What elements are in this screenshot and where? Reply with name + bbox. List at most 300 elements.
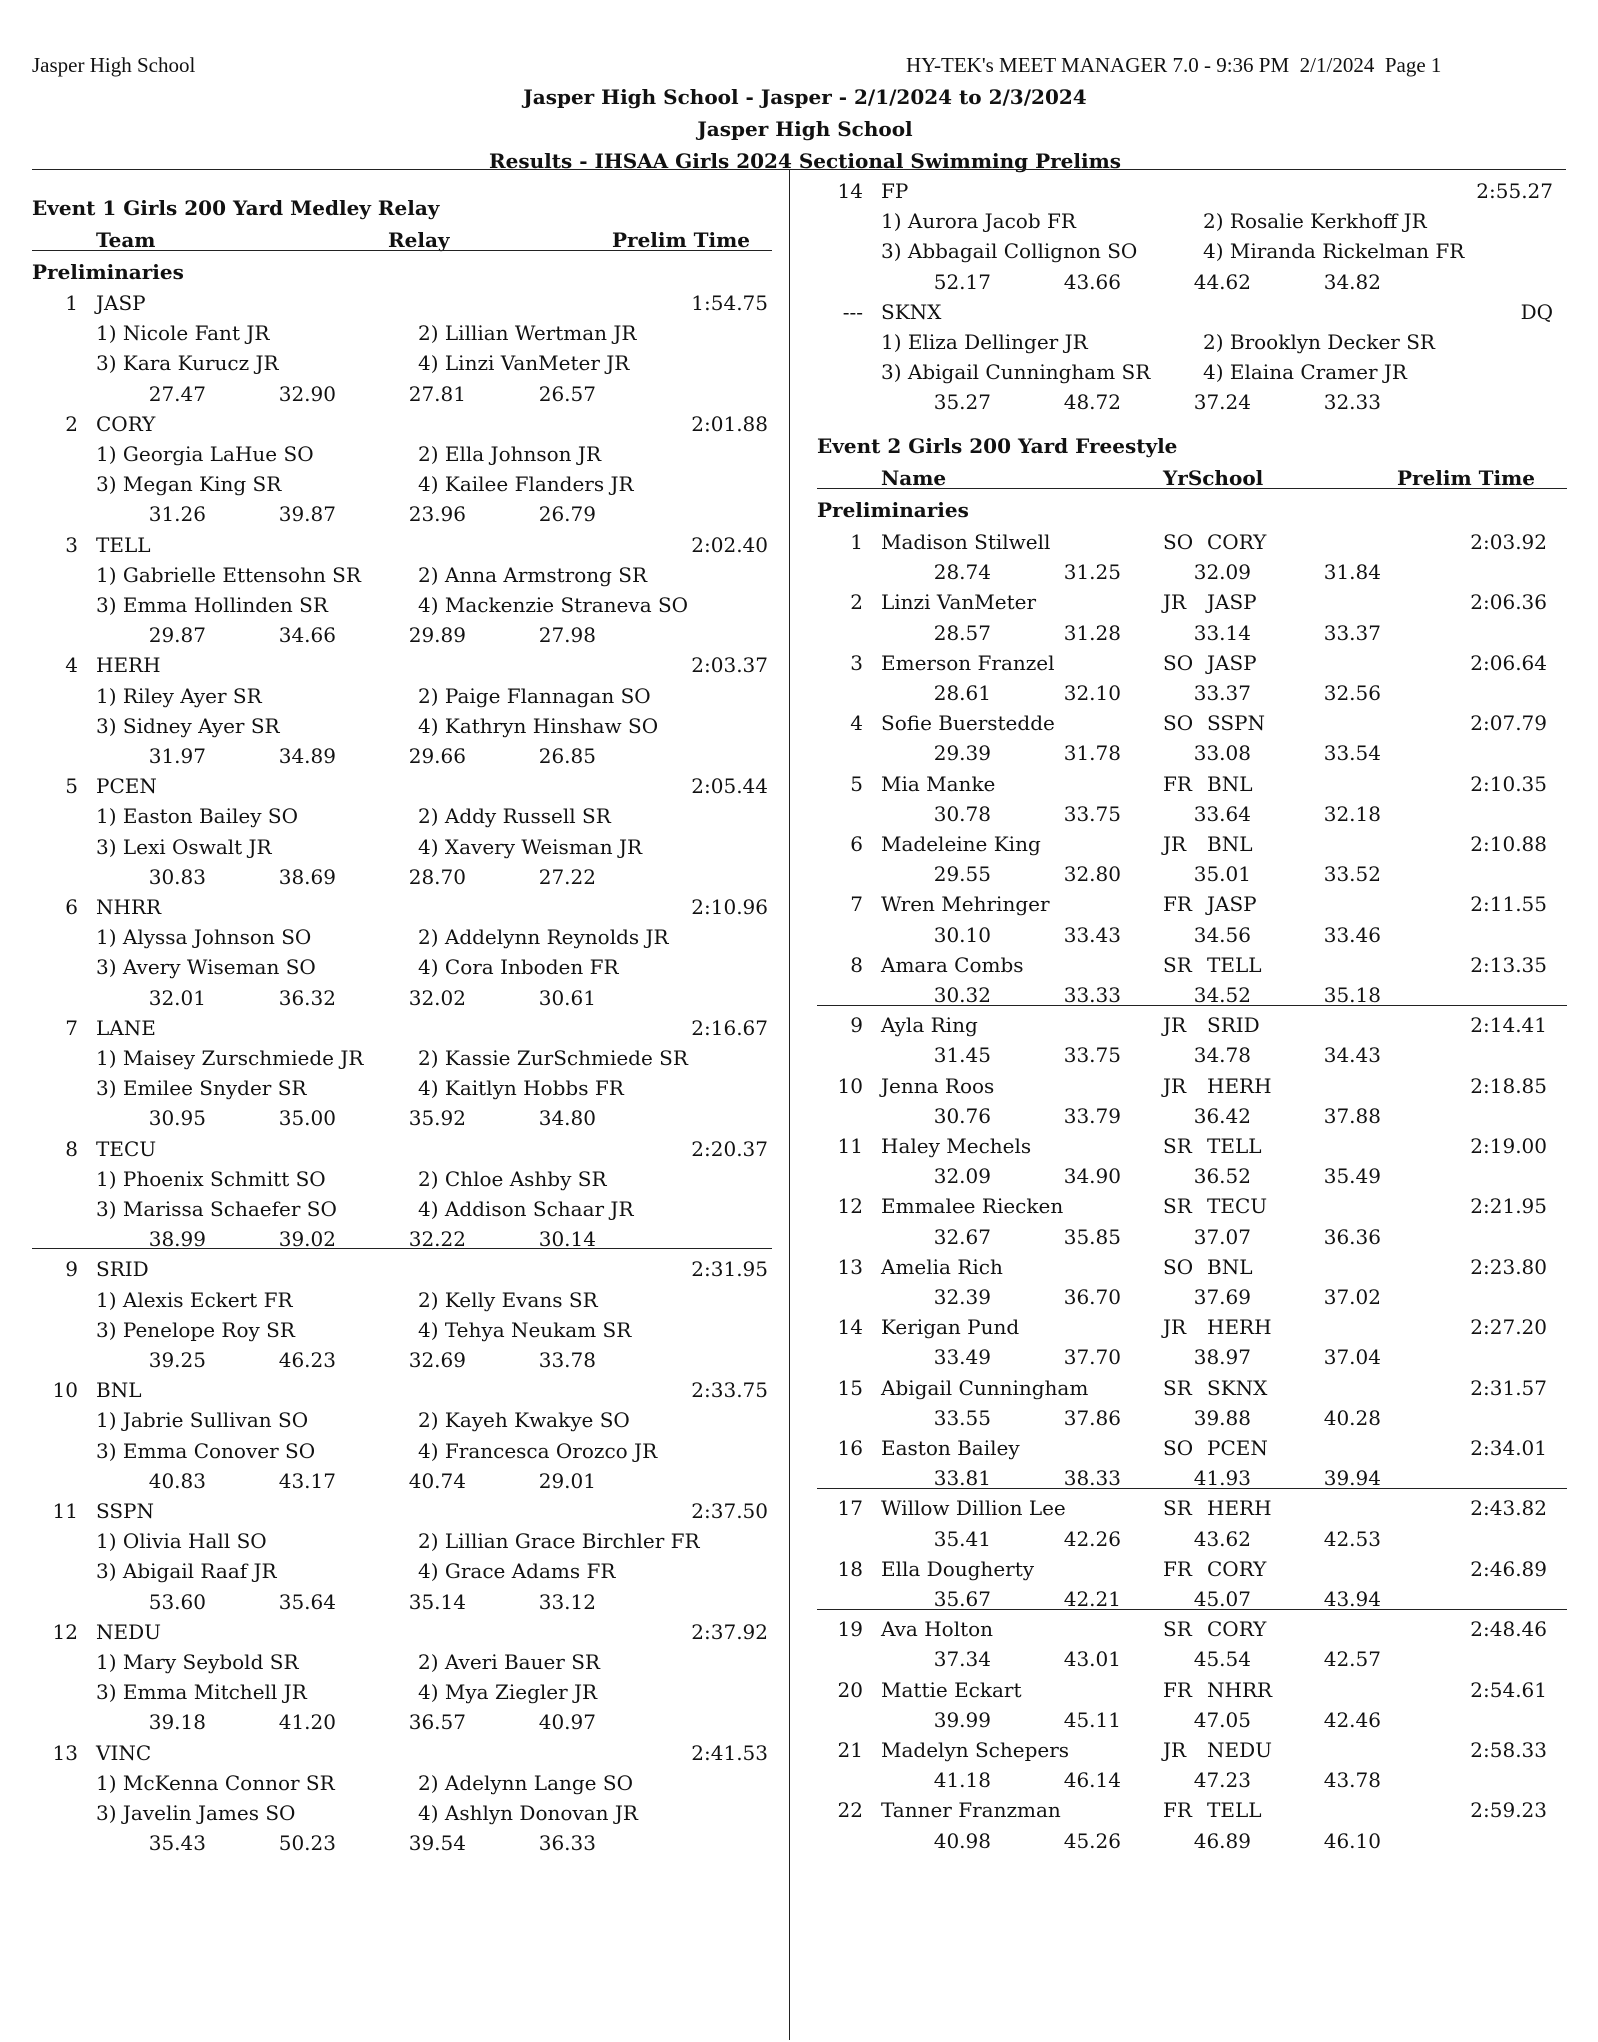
relay-splits-row — [32, 1707, 772, 1737]
relay-split: 39.54 — [408, 1831, 466, 1856]
swimmer-split: 33.75 — [1063, 1043, 1121, 1068]
swimmer-name: Emmalee Riecken — [881, 1194, 1064, 1219]
relay-team-row — [32, 1254, 772, 1284]
swimmer-split: 42.26 — [1063, 1526, 1121, 1551]
relay-team-row — [32, 1013, 772, 1043]
relay-split: 39.87 — [278, 502, 336, 527]
swimmer-split: 33.46 — [1323, 922, 1381, 947]
relay-team-row — [32, 1617, 772, 1647]
relay-swimmer: 1) Gabrielle Ettensohn SR — [96, 562, 361, 587]
relay-place: 2 — [65, 411, 78, 436]
swimmer-place: 4 — [850, 711, 863, 736]
swimmer-time: 2:23.80 — [1470, 1254, 1547, 1279]
swimmer-split: 29.55 — [933, 862, 991, 887]
relay-splits-row — [32, 741, 772, 771]
relay-split: 53.60 — [148, 1589, 206, 1614]
relay-swimmers-row — [32, 469, 772, 499]
relay-split: 43.66 — [1063, 269, 1121, 294]
col-team-header: Team — [96, 228, 156, 252]
swimmer-name: Kerigan Pund — [881, 1315, 1020, 1340]
relay-swimmer: 1) Olivia Hall SO — [96, 1529, 267, 1554]
relay-swimmer: 4) Kaitlyn Hobbs FR — [418, 1076, 624, 1101]
relay-team-row — [32, 892, 772, 922]
relay-splits-row — [32, 620, 772, 650]
swimmer-split: 31.28 — [1063, 620, 1121, 645]
swimmer-splits-row — [817, 1282, 1567, 1312]
swimmer-splits-row — [817, 1342, 1567, 1372]
relay-swimmer: 4) Miranda Rickelman FR — [1203, 239, 1465, 264]
relay-split: 35.43 — [148, 1831, 206, 1856]
swimmer-place: 14 — [837, 1315, 863, 1340]
meet-host: Jasper High School — [697, 117, 913, 141]
swimmer-year: JR — [1163, 1073, 1187, 1098]
swimmer-row — [817, 1131, 1567, 1161]
swimmer-year: SR — [1163, 1375, 1192, 1400]
relay-swimmer: 4) Tehya Neukam SR — [418, 1317, 632, 1342]
swimmer-split: 32.18 — [1323, 801, 1381, 826]
swimmer-school: HERH — [1207, 1315, 1272, 1340]
column-divider — [789, 170, 790, 2040]
swimmer-year: SO — [1163, 530, 1194, 554]
relay-swimmer: 2) Averi Bauer SR — [418, 1650, 600, 1674]
relay-time: 2:55.27 — [1476, 179, 1553, 203]
swimmer-split: 28.74 — [933, 560, 991, 585]
relay-split: 46.23 — [278, 1348, 336, 1372]
relay-place: 7 — [65, 1015, 78, 1040]
swimmer-name: Haley Mechels — [881, 1134, 1032, 1158]
swimmer-split: 30.32 — [933, 983, 991, 1007]
swimmer-place: 21 — [837, 1738, 863, 1762]
swimmer-split: 39.88 — [1193, 1405, 1251, 1430]
relay-time: 2:02.40 — [691, 532, 768, 557]
swimmer-split: 43.62 — [1193, 1526, 1251, 1551]
swimmer-year: FR — [1163, 1556, 1192, 1581]
swimmer-school: BNL — [1207, 771, 1253, 796]
swimmer-split: 38.97 — [1193, 1345, 1251, 1370]
relay-split: 30.95 — [148, 1106, 206, 1131]
swimmer-year: SR — [1163, 1134, 1192, 1158]
relay-split: 43.17 — [278, 1468, 336, 1493]
swimmer-split: 34.78 — [1193, 1043, 1251, 1068]
swimmer-place: 12 — [837, 1194, 863, 1219]
relay-split: 27.22 — [538, 864, 596, 889]
swimmer-splits-row — [817, 1101, 1567, 1131]
swimmer-split: 37.04 — [1323, 1345, 1381, 1370]
swimmer-time: 2:19.00 — [1470, 1134, 1547, 1158]
relay-place: 1 — [65, 291, 78, 315]
relay-swimmer: 4) Addison Schaar JR — [418, 1197, 634, 1221]
relay-time: 2:37.50 — [691, 1499, 768, 1523]
swimmer-year: SO — [1163, 1254, 1194, 1279]
swimmer-place: 18 — [837, 1556, 863, 1581]
relay-swimmer: 3) Avery Wiseman SO — [96, 955, 316, 980]
swimmer-splits-row — [817, 1524, 1567, 1554]
relay-swimmers-row — [32, 1073, 772, 1103]
relay-place: 13 — [52, 1740, 78, 1765]
relay-swimmer: 1) Phoenix Schmitt SO — [96, 1166, 326, 1191]
relay-split: 36.57 — [408, 1710, 466, 1735]
relay-split: 26.79 — [538, 502, 596, 527]
swimmer-name: Madison Stilwell — [881, 530, 1051, 554]
swimmer-row — [817, 1554, 1567, 1584]
relay-splits-row — [32, 379, 772, 409]
relay-splits-row — [32, 862, 772, 892]
swimmer-row — [817, 1433, 1567, 1463]
relay-team: CORY — [96, 411, 156, 436]
swimmer-split: 36.52 — [1193, 1164, 1251, 1189]
relay-split: 30.83 — [148, 864, 206, 889]
relay-swimmer: 1) Easton Bailey SO — [96, 804, 298, 829]
swimmer-split: 37.69 — [1193, 1285, 1251, 1309]
relay-team-row — [32, 771, 772, 801]
swimmer-school: HERH — [1207, 1496, 1272, 1521]
swimmer-school: HERH — [1207, 1073, 1272, 1098]
relay-team-row — [32, 1738, 772, 1768]
swimmer-split: 41.93 — [1193, 1466, 1251, 1491]
relay-swimmer: 2) Paige Flannagan SO — [418, 683, 651, 708]
swimmer-split: 31.84 — [1323, 560, 1381, 585]
swimmer-year: JR — [1163, 1013, 1187, 1038]
relay-place: 3 — [65, 532, 78, 557]
relay-team: VINC — [96, 1740, 152, 1765]
swimmer-year: FR — [1163, 892, 1192, 917]
swimmer-place: 3 — [850, 650, 863, 675]
relay-split: 48.72 — [1063, 390, 1121, 415]
relay-swimmers-row — [817, 206, 1567, 236]
header-rule — [32, 169, 1566, 170]
event2-header-rule — [817, 488, 1567, 489]
swimmer-split: 42.53 — [1323, 1526, 1381, 1551]
relay-time: 2:05.44 — [691, 774, 768, 799]
swimmer-place: 8 — [850, 952, 863, 977]
relay-swimmers-row — [32, 1405, 772, 1435]
swimmer-split: 33.43 — [1063, 922, 1121, 947]
swimmer-time: 2:11.55 — [1470, 892, 1547, 917]
swimmer-school: TELL — [1207, 1134, 1262, 1158]
swimmer-splits-row — [817, 738, 1567, 768]
relay-swimmers-row — [32, 590, 772, 620]
swimmer-school: NEDU — [1207, 1738, 1272, 1762]
swimmer-split: 38.33 — [1063, 1466, 1121, 1491]
relay-split: 33.12 — [538, 1589, 596, 1614]
col-time-header: Prelim Time — [1397, 466, 1535, 490]
swimmer-time: 2:58.33 — [1470, 1738, 1547, 1762]
swimmer-time: 2:48.46 — [1470, 1617, 1547, 1642]
relay-place: 6 — [65, 895, 78, 919]
relay-split: 50.23 — [278, 1831, 336, 1856]
swimmer-split: 33.37 — [1323, 620, 1381, 645]
swimmer-time: 2:07.79 — [1470, 711, 1547, 736]
swimmer-row — [817, 889, 1567, 919]
swimmer-split: 35.67 — [933, 1587, 991, 1611]
swimmer-time: 2:27.20 — [1470, 1315, 1547, 1340]
relay-time: 2:37.92 — [691, 1619, 768, 1644]
swimmer-splits-row — [817, 920, 1567, 950]
relay-swimmers-row — [32, 1315, 772, 1345]
swimmer-place: 16 — [837, 1436, 863, 1460]
swimmer-school: CORY — [1207, 530, 1267, 554]
relay-splits-row — [32, 1345, 772, 1375]
swimmer-place: 19 — [837, 1617, 863, 1642]
relay-split: 38.99 — [148, 1227, 206, 1252]
swimmer-school: TELL — [1207, 952, 1262, 977]
relay-swimmers-row — [817, 357, 1567, 387]
swimmer-year: SR — [1163, 1194, 1192, 1219]
swimmer-place: 5 — [850, 771, 863, 796]
swimmer-year: JR — [1163, 590, 1187, 615]
relay-time: DQ — [1520, 299, 1553, 324]
swimmer-year: SR — [1163, 1617, 1192, 1642]
swimmer-splits-row — [817, 1644, 1567, 1674]
relay-split: 35.64 — [278, 1589, 336, 1614]
relay-split: 40.83 — [148, 1468, 206, 1493]
relay-split: 32.69 — [408, 1348, 466, 1372]
relay-split: 40.97 — [538, 1710, 596, 1735]
swimmer-place: 2 — [850, 590, 863, 615]
relay-splits-row — [817, 267, 1567, 297]
swimmer-split: 33.14 — [1193, 620, 1251, 645]
relay-swimmers-row — [32, 1647, 772, 1677]
relay-swimmer: 4) Xavery Weisman JR — [418, 834, 643, 859]
swimmer-school: BNL — [1207, 832, 1253, 856]
swimmer-splits-row — [817, 1222, 1567, 1252]
swimmer-time: 2:14.41 — [1470, 1013, 1547, 1038]
relay-swimmer: 1) Georgia LaHue SO — [96, 442, 314, 466]
swimmer-split: 37.34 — [933, 1647, 991, 1672]
swimmer-name: Ella Dougherty — [881, 1556, 1035, 1581]
swimmer-row — [817, 1010, 1567, 1040]
swimmer-split: 45.54 — [1193, 1647, 1251, 1672]
swimmer-place: 1 — [850, 530, 863, 554]
swimmer-year: JR — [1163, 1738, 1187, 1762]
relay-team: LANE — [96, 1015, 156, 1040]
relay-swimmers-row — [32, 1556, 772, 1586]
relay-team: PCEN — [96, 774, 157, 799]
swimmer-school: JASP — [1207, 892, 1257, 917]
relay-split: 41.20 — [278, 1710, 336, 1735]
swimmer-row — [817, 1312, 1567, 1342]
swimmer-splits-row — [817, 1040, 1567, 1070]
relay-splits-row — [32, 1466, 772, 1496]
swimmer-place: 6 — [850, 832, 863, 856]
swimmer-row — [817, 950, 1567, 980]
relay-team-row — [817, 176, 1567, 206]
swimmer-split: 43.78 — [1323, 1768, 1381, 1793]
relay-swimmer: 1) Aurora Jacob FR — [881, 209, 1076, 234]
swimmer-split: 32.67 — [933, 1224, 991, 1249]
swimmer-split: 33.08 — [1193, 741, 1251, 766]
swimmer-split: 32.56 — [1323, 681, 1381, 705]
swimmer-row — [817, 648, 1567, 678]
relay-swimmer: 1) Alexis Eckert FR — [96, 1287, 293, 1312]
relay-swimmers-row — [32, 922, 772, 952]
relay-swimmer: 3) Javelin James SO — [96, 1801, 296, 1825]
swimmer-split: 28.61 — [933, 681, 991, 705]
swimmer-split: 36.36 — [1323, 1224, 1381, 1249]
swimmer-split: 31.25 — [1063, 560, 1121, 585]
relay-time: 2:33.75 — [691, 1378, 768, 1403]
relay-swimmers-row — [32, 952, 772, 982]
swimmer-row — [817, 587, 1567, 617]
relay-team: BNL — [96, 1378, 142, 1403]
swimmer-name: Willow Dillion Lee — [881, 1496, 1066, 1521]
relay-time: 2:31.95 — [691, 1257, 768, 1282]
relay-swimmer: 3) Abbagail Collignon SO — [881, 239, 1138, 264]
relay-team: FP — [881, 179, 909, 203]
swimmer-split: 33.81 — [933, 1466, 991, 1491]
swimmer-row — [817, 1675, 1567, 1705]
swimmer-place: 7 — [850, 892, 863, 917]
relay-splits-row — [32, 1103, 772, 1133]
relay-team: HERH — [96, 653, 161, 678]
swimmer-split: 42.46 — [1323, 1707, 1381, 1732]
relay-time: 2:01.88 — [691, 411, 768, 436]
relay-swimmers-row — [32, 1164, 772, 1194]
swimmer-splits-row — [817, 1403, 1567, 1433]
col-name-header: Name — [881, 466, 947, 490]
relay-swimmers-row — [32, 1285, 772, 1315]
swimmer-school: JASP — [1207, 650, 1257, 675]
swimmer-place: 20 — [837, 1677, 863, 1702]
heat-divider — [817, 1005, 1567, 1006]
swimmer-name: Amara Combs — [881, 952, 1024, 977]
relay-swimmers-row — [32, 1526, 772, 1556]
swimmer-year: SR — [1163, 1496, 1192, 1521]
relay-place: 11 — [52, 1499, 78, 1523]
relay-split: 29.66 — [408, 744, 466, 768]
relay-swimmer: 2) Kassie ZurSchmiede SR — [418, 1046, 688, 1070]
relay-swimmer: 4) Kailee Flanders JR — [418, 472, 634, 497]
swimmer-split: 32.09 — [1193, 560, 1251, 585]
swimmer-school: CORY — [1207, 1556, 1267, 1581]
swimmer-school: TELL — [1207, 1798, 1262, 1823]
swimmer-year: JR — [1163, 1315, 1187, 1340]
relay-split: 38.69 — [278, 864, 336, 889]
swimmer-time: 2:06.64 — [1470, 650, 1547, 675]
swimmer-splits-row — [817, 618, 1567, 648]
relay-swimmer: 3) Emma Hollinden SR — [96, 593, 328, 617]
swimmer-school: PCEN — [1207, 1436, 1268, 1460]
swimmer-place: 22 — [837, 1798, 863, 1823]
swimmer-name: Linzi VanMeter — [881, 590, 1037, 615]
relay-swimmer: 4) Kathryn Hinshaw SO — [418, 713, 659, 738]
swimmer-split: 37.86 — [1063, 1405, 1121, 1430]
relay-splits-row — [32, 1828, 772, 1858]
swimmer-row — [817, 1614, 1567, 1644]
relay-split: 37.24 — [1193, 390, 1251, 415]
swimmer-split: 33.79 — [1063, 1103, 1121, 1128]
relay-split: 28.70 — [408, 864, 466, 889]
relay-swimmer: 4) Mya Ziegler JR — [418, 1680, 598, 1705]
swimmer-row — [817, 1252, 1567, 1282]
swimmer-time: 2:03.92 — [1470, 530, 1547, 554]
swimmer-name: Sofie Buerstedde — [881, 711, 1055, 736]
relay-swimmer: 4) Linzi VanMeter JR — [418, 351, 630, 376]
relay-swimmers-row — [32, 1677, 772, 1707]
relay-splits-row — [32, 499, 772, 529]
swimmer-splits-row — [817, 1765, 1567, 1795]
relay-split: 36.33 — [538, 1831, 596, 1856]
swimmer-split: 31.45 — [933, 1043, 991, 1068]
relay-swimmer: 3) Abigail Raaf JR — [96, 1559, 277, 1584]
swimmer-name: Ayla Ring — [881, 1013, 978, 1038]
relay-swimmers-row — [32, 1194, 772, 1224]
swimmer-split: 30.10 — [933, 922, 991, 947]
swimmer-split: 41.18 — [933, 1768, 991, 1793]
relay-swimmers-row — [32, 439, 772, 469]
event1-title: Event 1 Girls 200 Yard Medley Relay — [32, 196, 440, 220]
relay-swimmer: 1) Alyssa Johnson SO — [96, 925, 312, 950]
relay-swimmers-row — [32, 801, 772, 831]
swimmer-split: 46.14 — [1063, 1768, 1121, 1793]
relay-swimmer: 1) Jabrie Sullivan SO — [96, 1408, 309, 1433]
relay-team: NEDU — [96, 1619, 161, 1644]
relay-split: 27.98 — [538, 623, 596, 648]
relay-swimmer: 4) Ashlyn Donovan JR — [418, 1801, 638, 1825]
relay-split: 23.96 — [408, 502, 466, 527]
relay-split: 36.32 — [278, 985, 336, 1010]
relay-swimmer: 3) Sidney Ayer SR — [96, 713, 280, 738]
relay-swimmer: 3) Emma Conover SO — [96, 1438, 316, 1463]
swimmer-splits-row — [817, 799, 1567, 829]
swimmer-name: Jenna Roos — [881, 1073, 995, 1098]
relay-swimmer: 3) Lexi Oswalt JR — [96, 834, 272, 859]
swimmer-split: 33.52 — [1323, 862, 1381, 887]
relay-time: 1:54.75 — [691, 291, 768, 315]
swimmer-splits-row — [817, 859, 1567, 889]
swimmer-split: 32.10 — [1063, 681, 1121, 705]
relay-swimmer: 1) Nicole Fant JR — [96, 321, 270, 346]
swimmer-splits-row — [817, 557, 1567, 587]
swimmer-time: 2:43.82 — [1470, 1496, 1547, 1521]
swimmer-split: 33.75 — [1063, 801, 1121, 826]
swimmer-name: Wren Mehringer — [881, 892, 1050, 917]
swimmer-year: FR — [1163, 1798, 1192, 1823]
relay-split: 29.01 — [538, 1468, 596, 1493]
relay-swimmer: 2) Lillian Grace Birchler FR — [418, 1529, 700, 1554]
swimmer-school: CORY — [1207, 1617, 1267, 1642]
relay-time: 2:10.96 — [691, 895, 768, 919]
relay-team: SRID — [96, 1257, 149, 1282]
swimmer-year: SO — [1163, 1436, 1194, 1460]
swimmer-split: 45.26 — [1063, 1828, 1121, 1853]
relay-swimmer: 2) Anna Armstrong SR — [418, 562, 648, 587]
swimmer-splits-row — [817, 678, 1567, 708]
swimmer-place: 9 — [850, 1013, 863, 1038]
swimmer-row — [817, 708, 1567, 738]
swimmer-split: 35.85 — [1063, 1224, 1121, 1249]
event2-title: Event 2 Girls 200 Yard Freestyle — [817, 434, 1178, 458]
swimmer-split: 35.01 — [1193, 862, 1251, 887]
swimmer-time: 2:13.35 — [1470, 952, 1547, 977]
swimmer-time: 2:31.57 — [1470, 1375, 1547, 1400]
swimmer-time: 2:54.61 — [1470, 1677, 1547, 1702]
relay-swimmer: 1) Eliza Dellinger JR — [881, 330, 1088, 354]
swimmer-split: 39.99 — [933, 1707, 991, 1732]
col-time-header: Prelim Time — [612, 228, 750, 252]
swimmer-name: Mattie Eckart — [881, 1677, 1022, 1702]
relay-split: 26.57 — [538, 381, 596, 406]
swimmer-split: 34.52 — [1193, 983, 1251, 1007]
relay-swimmers-row — [32, 681, 772, 711]
relay-place: 10 — [52, 1378, 78, 1403]
swimmer-year: FR — [1163, 771, 1192, 796]
relay-place: 12 — [52, 1619, 78, 1644]
heat-divider — [817, 1488, 1567, 1489]
relay-split: 32.33 — [1323, 390, 1381, 415]
relay-team-row — [32, 530, 772, 560]
swimmer-splits-row — [817, 1826, 1567, 1856]
